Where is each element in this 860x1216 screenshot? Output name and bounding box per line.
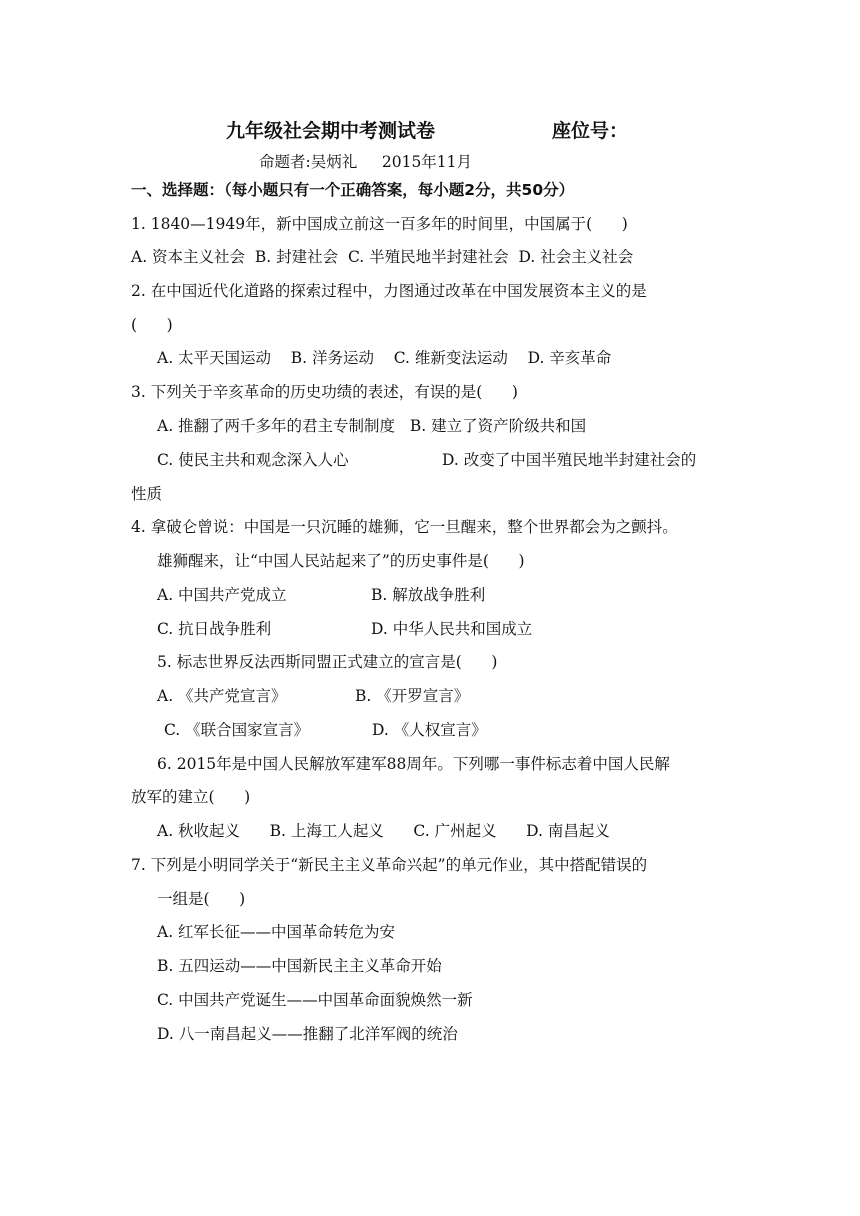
- question-line: C. 抗日战争胜利: [157, 620, 272, 638]
- author-line: 命题者:吴炳礼 2015年11月: [259, 153, 473, 171]
- question-line: 雄狮醒来，让“中国人民站起来了”的历史事件是( ): [157, 552, 525, 570]
- question-line: A. 《共产党宣言》: [157, 687, 287, 705]
- question-line: A. 秋收起义 B. 上海工人起义 C. 广州起义 D. 南昌起义: [157, 822, 610, 840]
- question-line: 6. 2015年是中国人民解放军建军88周年。下列哪一事件标志着中国人民解: [157, 755, 670, 773]
- question-line: A. 推翻了两千多年的君主专制制度 B. 建立了资产阶级共和国: [157, 417, 587, 435]
- question-line: A. 中国共产党成立: [157, 586, 287, 604]
- question-line: 性质: [131, 485, 163, 503]
- question-line: B. 解放战争胜利: [371, 586, 486, 604]
- question-line: B. 五四运动——中国新民主主义革命开始: [157, 957, 442, 975]
- question-line: ( ): [131, 316, 173, 334]
- question-line: C. 使民主共和观念深入人心: [157, 451, 349, 469]
- question-line: D. 八一南昌起义——推翻了北洋军阀的统治: [157, 1025, 458, 1043]
- question-line: D. 改变了中国半殖民地半封建社会的: [442, 451, 697, 469]
- question-line: A. 红军长征——中国革命转危为安: [157, 923, 396, 941]
- seat-number-label: 座位号：: [552, 120, 629, 142]
- question-line: 7. 下列是小明同学关于“新民主主义革命兴起”的单元作业，其中搭配错误的: [131, 856, 648, 874]
- question-line: 一组是( ): [157, 890, 246, 908]
- question-line: A. 资本主义社会 B. 封建社会 C. 半殖民地半封建社会 D. 社会主义社会: [131, 248, 634, 266]
- question-line: D. 《人权宣言》: [372, 721, 487, 739]
- question-line: C. 《联合国家宣言》: [164, 721, 310, 739]
- question-line: 放军的建立( ): [131, 788, 251, 806]
- question-line: 4. 拿破仑曾说：中国是一只沉睡的雄狮，它一旦醒来，整个世界都会为之颤抖。: [131, 518, 678, 536]
- question-line: 5. 标志世界反法西斯同盟正式建立的宣言是( ): [157, 653, 498, 671]
- question-line: 2. 在中国近代化道路的探索过程中，力图通过改革在中国发展资本主义的是: [131, 282, 647, 300]
- question-line: C. 中国共产党诞生——中国革命面貌焕然一新: [157, 991, 473, 1009]
- exam-title-text: 九年级社会期中考测试卷: [226, 120, 436, 142]
- question-line: B. 《开罗宣言》: [355, 687, 470, 705]
- question-line: D. 中华人民共和国成立: [371, 620, 533, 638]
- section-heading: 一、选择题：（每小题只有一个正确答案，每小题2分，共50分）: [131, 181, 575, 199]
- question-line: A. 太平天国运动 B. 洋务运动 C. 维新变法运动 D. 辛亥革命: [157, 349, 612, 367]
- question-line: 3. 下列关于辛亥革命的历史功绩的表述，有误的是( ): [131, 383, 518, 401]
- question-line: 1. 1840—1949年，新中国成立前这一百多年的时间里，中国属于( ): [131, 215, 628, 233]
